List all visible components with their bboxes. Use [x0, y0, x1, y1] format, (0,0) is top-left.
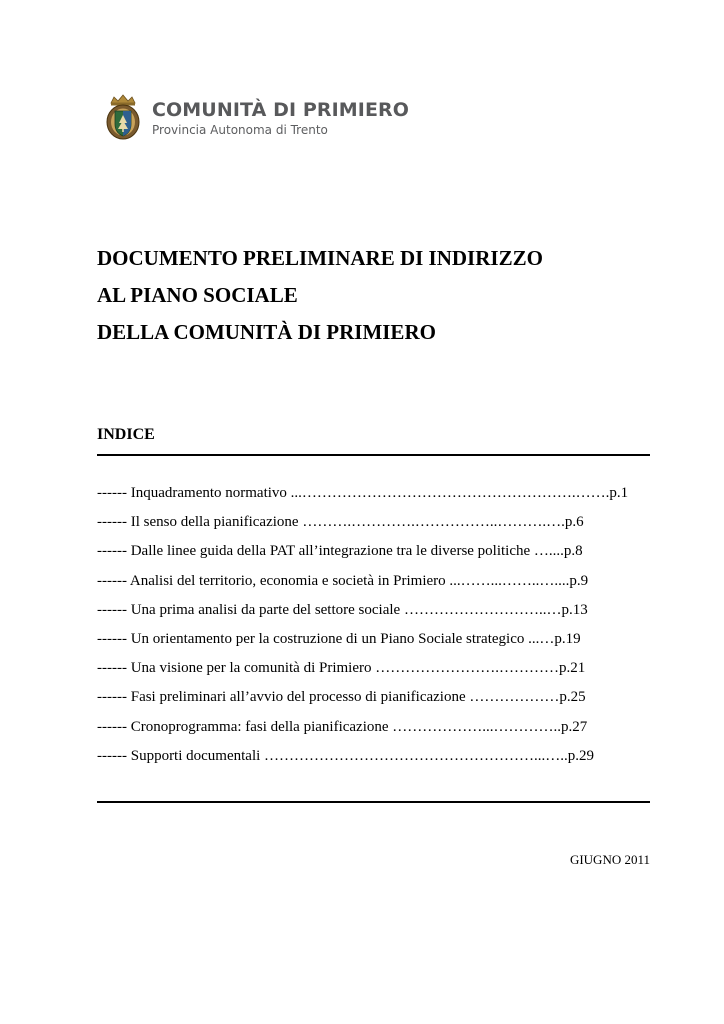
document-date: GIUGNO 2011 [569, 852, 650, 867]
table-of-contents [97, 481, 650, 773]
toc-entry: ------ Una visione per la comunità di Primiero …………………….…………p.21 [97, 660, 586, 677]
organization-subtitle: Provincia Autonoma di Trento [152, 122, 328, 137]
toc-entry: ------ Supporti documentali ………………………………………………...…..p.29 [97, 747, 595, 764]
toc-entry: ------ Dalle linee guida della PAT all’integrazione tra le diverse politiche …....p.8 [97, 543, 583, 560]
title-line-2: AL PIANO SOCIALE [97, 283, 298, 307]
toc-entry: ------ Una prima analisi da parte del settore sociale ………………………..…p.13 [97, 601, 588, 618]
toc-entry: ------ Cronoprogramma: fasi della pianificazione ………………...…………..p.27 [97, 718, 588, 735]
header [104, 94, 409, 142]
coat-of-arms-icon [104, 94, 142, 142]
index-heading: INDICE [97, 426, 155, 443]
document-title [97, 240, 657, 351]
toc-entry: ------ Il senso della pianificazione ……….………….……………..……….….p.6 [97, 514, 584, 531]
toc-entry: ------ Inquadramento normativo ...……………………………………………….…….p.1 [97, 485, 629, 501]
toc-entry: ------ Analisi del territorio, economia e società in Primiero ...……...……..…....p.9 [97, 572, 589, 589]
organization-name: COMUNITÀ DI PRIMIERO [152, 98, 410, 121]
bottom-divider [97, 801, 650, 803]
title-line-3: DELLA COMUNITÀ DI PRIMIERO [97, 320, 436, 344]
toc-entry: ------ Un orientamento per la costruzione di un Piano Sociale strategico ...…p.19 [97, 630, 581, 647]
title-line-1: DOCUMENTO PRELIMINARE DI INDIRIZZO [97, 246, 543, 270]
toc-entry: ------ Fasi preliminari all’avvio del processo di pianificazione ………………p.25 [97, 689, 586, 706]
top-divider [97, 454, 650, 456]
